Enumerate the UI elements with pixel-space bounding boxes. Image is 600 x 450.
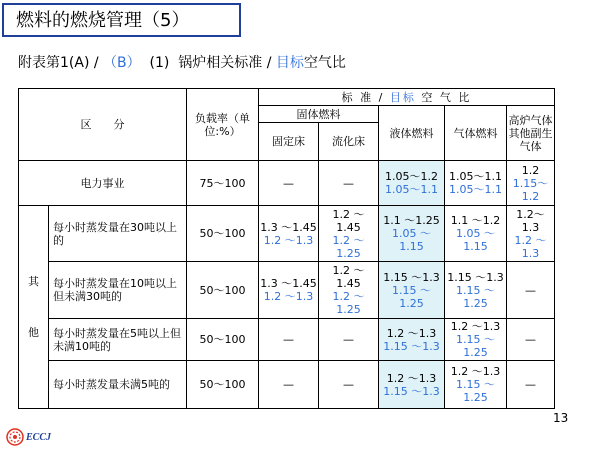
cell-std: — <box>525 283 537 297</box>
cell-gas <box>445 319 507 361</box>
cell-std: 1.2 ～1.3 <box>386 371 437 385</box>
cell-std: 1.2 <box>521 163 540 177</box>
cell-std: 1.05～1.2 <box>385 170 438 183</box>
subtitle-b: （B） <box>103 55 141 71</box>
row-load: 50～100 <box>187 206 259 262</box>
row-name: 每小时蒸发量在30吨以上的 <box>49 206 187 262</box>
cell-std: 1.3 ～1.45 <box>260 220 317 234</box>
row-name-power: 电力事业 <box>19 161 187 206</box>
other-group-label <box>19 206 49 409</box>
cell-fixed <box>259 361 319 409</box>
row-load: 75～100 <box>187 161 259 206</box>
cell-liquid <box>379 361 445 409</box>
cell-std: — <box>283 378 294 391</box>
header-gas-fuel: 气体燃料 <box>445 106 507 161</box>
cell-target: 1.2 ～ 1.25 <box>332 233 365 260</box>
row-name: 每小时蒸发量在10吨以上但未满30吨的 <box>49 262 187 319</box>
cell-std: 1.2 ～ 1.45 <box>332 207 365 234</box>
cell-std: — <box>343 378 354 391</box>
cell-liquid <box>379 319 445 361</box>
cell-std: 1.1 ～1.2 <box>450 214 501 227</box>
cell-fluid <box>319 161 379 206</box>
cell-fixed <box>259 206 319 262</box>
cell-fixed <box>259 262 319 319</box>
cell-target: 1.05 ～1.15 <box>456 227 495 253</box>
header-fixed-bed: 固定床 <box>259 123 319 161</box>
row-load: 50～100 <box>187 319 259 361</box>
slide-subtitle <box>18 53 346 73</box>
cell-std: — <box>525 333 537 346</box>
cell-target: 1.15 ～1.25 <box>456 378 495 404</box>
cell-gas <box>445 161 507 206</box>
cell-target: 1.05～1.1 <box>385 183 438 196</box>
cell-std: 1.1 ～1.25 <box>383 214 440 227</box>
subtitle-suffix: 空气比 <box>303 55 346 71</box>
cell-bf <box>507 161 555 206</box>
cell-target: 1.2 ～1.3 <box>514 233 547 260</box>
cell-target: 1.15 ～ 1.25 <box>392 283 431 310</box>
subtitle-prefix: 附表第1(A) / <box>18 55 104 71</box>
header-category: 区 分 <box>19 89 187 161</box>
other-label-1: 其 <box>28 275 39 288</box>
air-ratio-table <box>18 88 555 409</box>
logo-text: ECCJ <box>26 432 52 443</box>
cell-std: 1.3 ～1.45 <box>260 277 317 290</box>
cell-bf <box>507 361 555 409</box>
cell-bf <box>507 262 555 319</box>
cell-target: 1.15 ～1.25 <box>456 333 495 359</box>
cell-std: — <box>283 333 294 346</box>
row-load: 50～100 <box>187 262 259 319</box>
cell-std: 1.2 ～1.3 <box>450 320 501 333</box>
cell-target: 1.15 ～1.3 <box>383 339 440 353</box>
cell-fixed <box>259 161 319 206</box>
cell-std: 1.05～1.1 <box>449 170 502 183</box>
header-std-prefix: 标 准 / <box>341 90 390 104</box>
row-name: 每小时蒸发量未满5吨的 <box>49 361 187 409</box>
cell-bf <box>507 206 555 262</box>
header-std-target: 目标 <box>389 90 416 104</box>
header-liquid-fuel: 液体燃料 <box>379 106 445 161</box>
other-label-2: 他 <box>28 326 39 339</box>
cell-std: 1.2 ～1.3 <box>450 365 501 378</box>
subtitle-target: 目标 <box>275 55 304 71</box>
row-name: 每小时蒸发量在5吨以上但未满10吨的 <box>49 319 187 361</box>
cell-std: 1.2～1.3 <box>516 207 545 234</box>
cell-liquid <box>379 262 445 319</box>
cell-std: 1.2 ～1.3 <box>386 326 437 340</box>
cell-std: 1.2 ～ 1.45 <box>332 264 365 290</box>
subtitle-mid: (1) 锅炉相关标准 / <box>140 55 276 71</box>
cell-target: 1.05 ～ 1.15 <box>392 227 431 253</box>
cell-liquid <box>379 206 445 262</box>
cell-target: 1.05～1.1 <box>449 183 502 196</box>
cell-std: — <box>343 333 354 346</box>
cell-liquid <box>379 161 445 206</box>
cell-target: 1.2 ～1.3 <box>263 233 314 247</box>
header-solid-fuel: 固体燃料 <box>259 106 379 123</box>
header-std-suffix: 空 气 比 <box>415 90 472 104</box>
title-box <box>2 3 241 37</box>
header-load-text: 负载率（单位:%） <box>195 111 250 138</box>
cell-target: 1.2 ～ 1.25 <box>332 290 365 316</box>
cell-gas <box>445 361 507 409</box>
cell-target: 1.15 ～1.3 <box>383 384 440 398</box>
cell-fluid <box>319 319 379 361</box>
page-number: 13 <box>553 411 569 425</box>
cell-fluid <box>319 262 379 319</box>
cell-target: 1.15～1.2 <box>512 176 549 203</box>
cell-std: 1.15 ～1.3 <box>447 270 504 284</box>
cell-target: 1.2 ～1.3 <box>263 290 314 303</box>
cell-fixed <box>259 319 319 361</box>
header-standard <box>259 89 555 106</box>
cell-std: — <box>525 378 537 391</box>
slide-title: 燃料的燃烧管理（5） <box>16 10 190 31</box>
cell-bf <box>507 319 555 361</box>
cell-fluid <box>319 361 379 409</box>
cell-std: — <box>283 176 294 190</box>
header-load <box>187 89 259 161</box>
cell-gas <box>445 206 507 262</box>
cell-std: 1.15 ～1.3 <box>383 270 440 284</box>
header-bf-gas: 高炉气体其他副生气体 <box>507 106 555 161</box>
cell-target: 1.15 ～1.25 <box>456 283 495 310</box>
header-fluidized-bed: 流化床 <box>319 123 379 161</box>
cell-std: — <box>343 176 354 190</box>
row-load: 50～100 <box>187 361 259 409</box>
cell-fluid <box>319 206 379 262</box>
cell-gas <box>445 262 507 319</box>
